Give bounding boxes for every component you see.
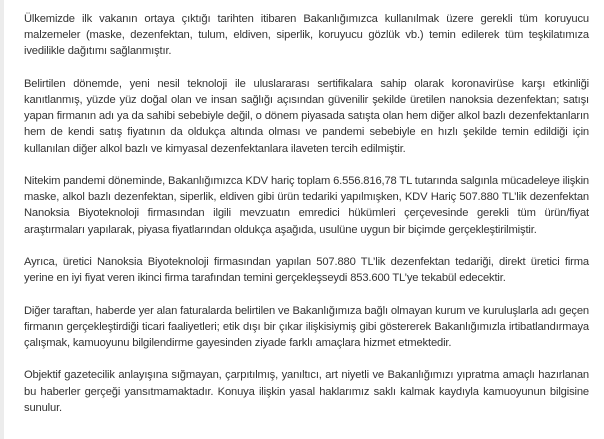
left-border (0, 0, 4, 439)
paragraph-invoices: Diğer taraftan, haberde yer alan faturalarda belirtilen ve Bakanlığımıza bağlı olmayan kurum ve kuruluşlarla adı geçen firmanın gerçekleştirdiği ticari faaliyetleri; etik dışı bir çıkar ilişkisiymiş gibi göstererek Bakanlığımızla irtibatlandırmaya çalışmak, kamuoyunu bilgilendirme gayesinden ziyade farklı amaçlara hizmet etmektedir. (24, 304, 589, 349)
paragraph-price-comparison: Ayrıca, üretici Nanoksia Biyoteknoloji firmasından yapılan 507.880 TL’lik dezenfektan tedariği, direkt üretici firma yerine en iyi fiyat veren ikinci firma tarafından temini gerçekleşseydi 853.600 TL’ye tekabül edecektir. (24, 256, 589, 285)
paragraph-conclusion: Objektif gazetecilik anlayışına sığmayan, çarpıtılmış, yanıltıcı, art niyetli ve Bakanlığımızı yıpratma amaçlı hazırlanan bu haberler gerçeği yansıtmamaktadır. Konuya ilişkin yasal haklarımız saklı kalmak kaydıyla kamuoyunun bilgisine sunulur. (24, 369, 589, 414)
paragraph-procurement-totals: Nitekim pandemi döneminde, Bakanlığımızca KDV hariç toplam 6.556.816,78 TL tutarında salgınla mücadeleye ilişkin maske, alkol bazlı dezenfektan, siperlik, eldiven gibi ürün tedariki yapılmışken, KDV Hariç 507.880 TL’lik dezenfektan Nanoksia Biyoteknoloji firmasından ilgili mevzuatın emredici hükümleri çerçevesinde gerekli tüm ürün/fiyat araştırmaları yapılarak, piyasa fiyatlarından oldukça aşağıda, usulüne uygun bir biçimde gerçekleştirilmiştir. (24, 175, 589, 236)
paragraph-nanoksia-choice: Belirtilen dönemde, yeni nesil teknoloji ile uluslararası sertifikalara sahip olarak koronavirüse karşı etkinliği kanıtlanmış, yüzde yüz doğal olan ve insan sağlığı açısından güvenilir şekilde üretilen nanoksia dezenfektan; satışı yapan firmanın adı ya da sahibi sebebiyle değil, o dönem piyasada satışta olan hem diğer alkol bazlı dezenfektanların hem de kendi satış fiyatının da oldukça altında olması ve pandemi sebebiyle en hızlı şekilde temin edildiği için kullanılan diğer alkol bazlı ve kimyasal dezenfektanlara ilaveten tercih edilmiştir. (24, 77, 589, 155)
paragraph-intro: Ülkemizde ilk vakanın ortaya çıktığı tarihten itibaren Bakanlığımızca kullanılmak üzere gerekli tüm koruyucu malzemeler (maske, dezenfektan, tulum, eldiven, siperlik, koruyucu gözlük vb.) temin edilerek tüm teşkilatımıza ivedilikle dağıtımı sağlanmıştır. (24, 13, 589, 58)
article-body (24, 11, 589, 432)
